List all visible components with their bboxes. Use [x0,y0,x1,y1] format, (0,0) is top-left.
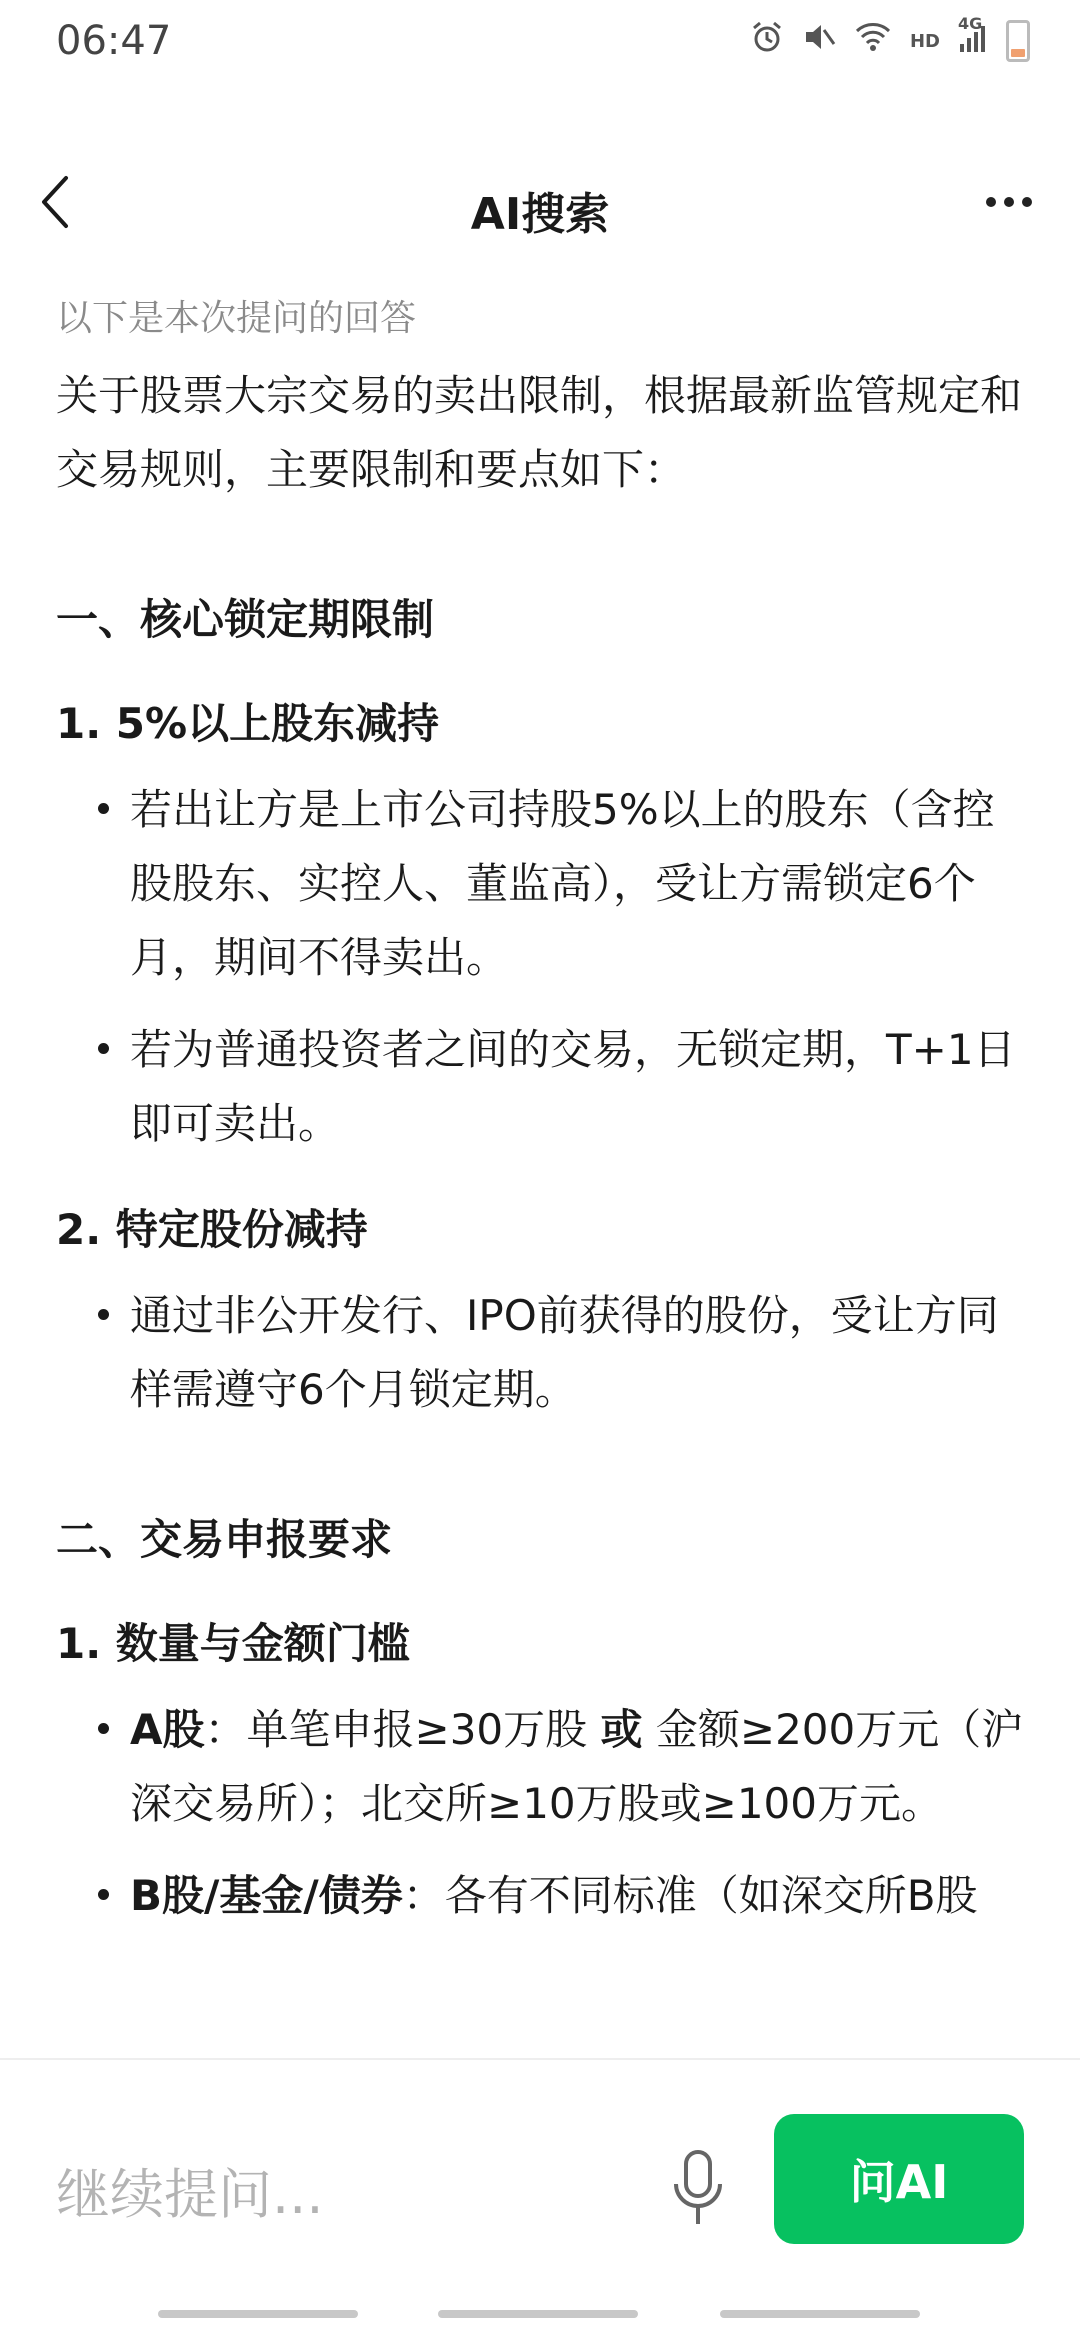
answer-caption: 以下是本次提问的回答 [56,298,417,339]
wifi-icon [854,21,892,61]
subsection-heading: 2. 特定股份减持 [56,1205,368,1254]
bullet-label: A股 [130,1705,205,1754]
bullet-emphasis: 或 [600,1705,643,1754]
more-dots-icon [986,197,1032,207]
signal-4g-icon [958,14,988,62]
battery-icon [1006,20,1030,62]
bullet-list [56,773,1026,1161]
microphone-button[interactable] [668,2146,728,2236]
bullet-list [56,1693,1026,1933]
nav-indicator [438,2310,638,2318]
list-item: 通过非公开发行、IPO前获得的股份，受让方同样需遵守6个月锁定期。 [56,1279,1026,1427]
list-item: 若为普通投资者之间的交易，无锁定期，T+1日即可卖出。 [56,1013,1026,1161]
section-heading: 一、核心锁定期限制 [56,595,435,644]
app-header [0,140,1080,270]
bullet-list [56,1279,1026,1427]
nav-indicator [720,2310,920,2318]
subsection-heading: 1. 5%以上股东减持 [56,699,440,748]
follow-up-input[interactable]: 继续提问... [56,2163,324,2226]
mute-icon [802,20,836,62]
signal-4g-label: 4G [958,14,983,33]
hd-icon: HD [909,30,940,52]
list-item: 若出让方是上市公司持股5%以上的股东（含控股股东、实控人、董监高），受让方需锁定6个月，期间不得卖出。 [56,773,1026,995]
bullet-text: ：各有不同标准（如深交所B股 [402,1871,978,1920]
answer-intro: 关于股票大宗交易的卖出限制，根据最新监管规定和交易规则，主要限制和要点如下： [56,371,1023,494]
answer-content [56,290,1026,1933]
microphone-icon [668,2146,728,2236]
bullet-text: 金额≥200万元（沪深交易所）；北交所≥10万股或≥100万元。 [130,1705,1024,1828]
nav-indicator [158,2310,358,2318]
page-title: AI搜索 [470,189,610,240]
bullet-text: ：单笔申报≥30万股 [204,1705,601,1754]
subsection-heading: 1. 数量与金额门槛 [56,1619,410,1668]
alarm-icon [750,20,784,62]
list-item [56,1859,1026,1933]
ask-ai-button[interactable]: 问AI [774,2114,1024,2244]
status-bar [0,0,1080,80]
nav-gesture-bar [0,2310,1080,2318]
status-icons [750,14,1030,62]
status-time: 06:47 [56,18,172,64]
bottom-input-bar [0,2058,1080,2342]
list-item [56,1693,1026,1841]
bullet-label: B股/基金/债券 [130,1871,403,1920]
more-options-button[interactable] [974,182,1044,222]
section-heading: 二、交易申报要求 [56,1515,393,1564]
